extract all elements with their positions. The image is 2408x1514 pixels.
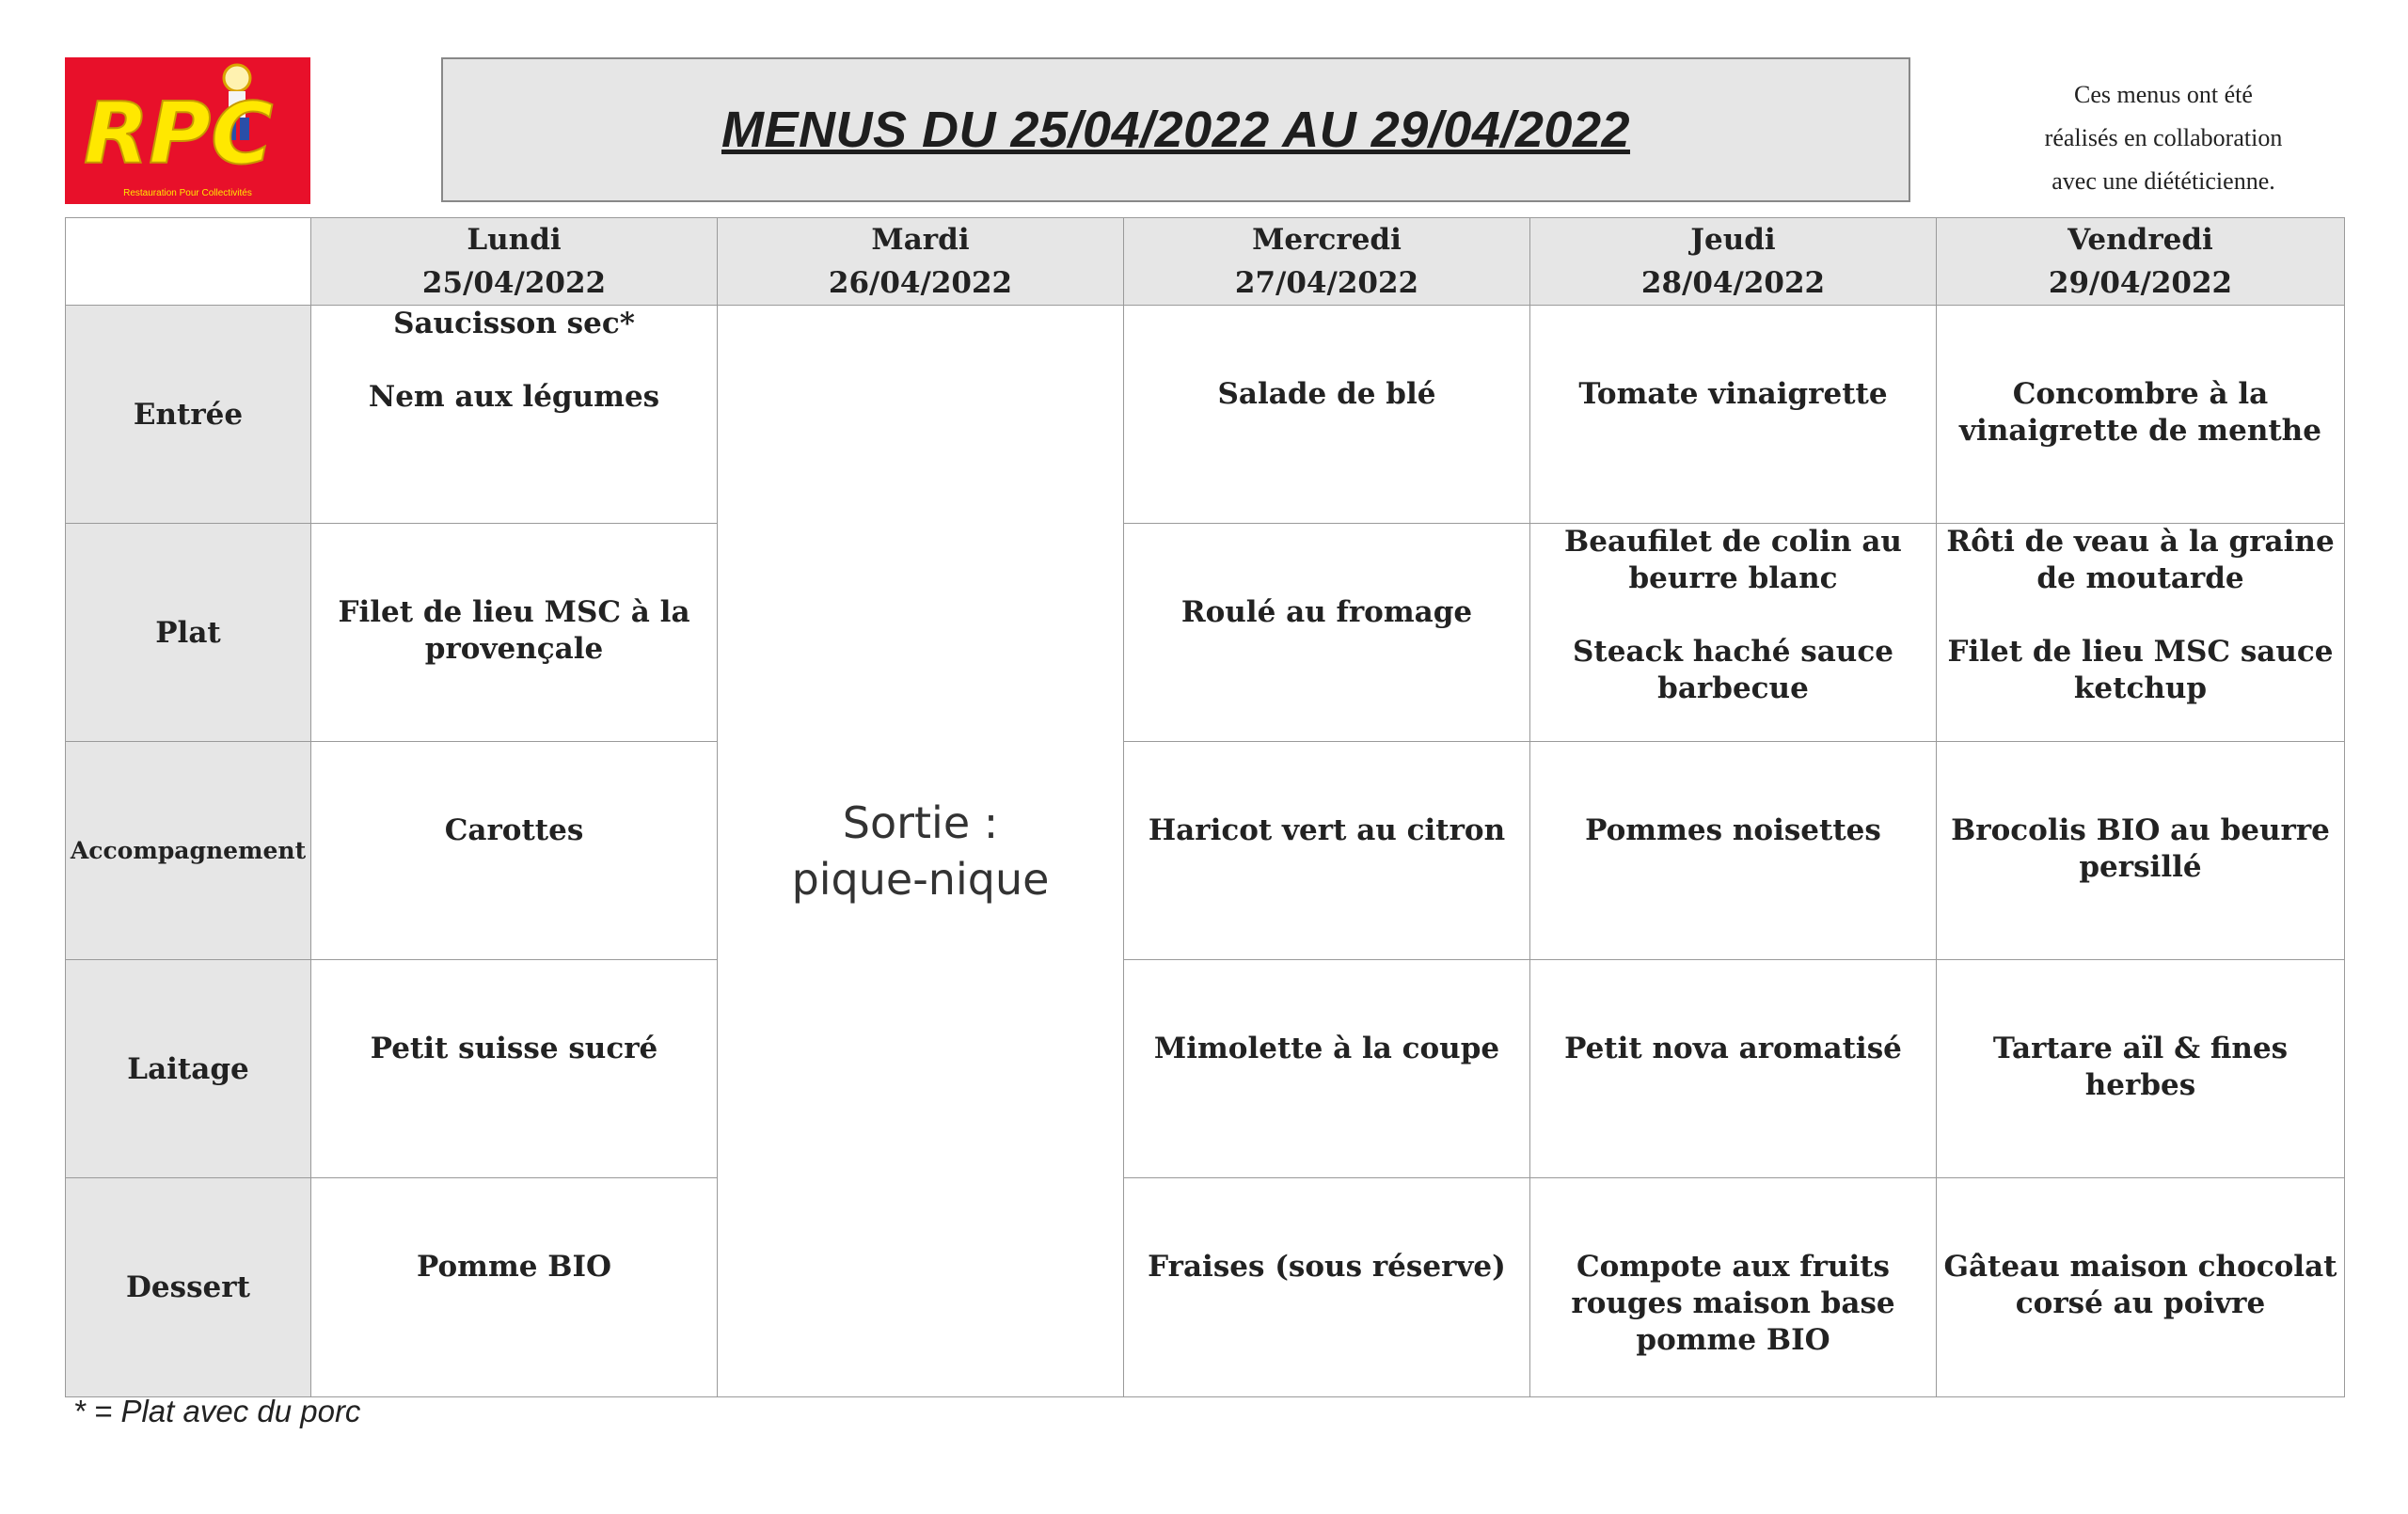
cell-accompagnement-jeudi — [1530, 742, 1937, 960]
cell-mardi-sortie — [718, 306, 1124, 1397]
dish: Salade de blé — [1217, 377, 1436, 411]
cell-dessert-mercredi — [1124, 1178, 1530, 1397]
dish: Gâteau maison chocolat corsé au poivre — [1943, 1250, 2337, 1320]
sortie-line: Sortie : — [842, 797, 999, 848]
day-header-mercredi — [1124, 218, 1530, 306]
menu-row-accompagnement — [66, 742, 2345, 960]
cell-plat-lundi — [311, 524, 718, 742]
dish: Saucisson sec* — [393, 307, 635, 340]
dish: Mimolette à la coupe — [1153, 1032, 1500, 1065]
corner-cell — [66, 218, 311, 306]
day-header-vendredi — [1937, 218, 2345, 306]
day-name: Jeudi — [1690, 223, 1776, 257]
cell-plat-jeudi — [1530, 524, 1937, 742]
day-date: 27/04/2022 — [1234, 266, 1419, 300]
dish: Beaufilet de colin au beurre blanc — [1564, 525, 1902, 595]
dish: Carottes — [444, 813, 584, 847]
cell-entree-mercredi — [1124, 306, 1530, 524]
dish: Tomate vinaigrette — [1578, 377, 1888, 411]
menu-row-entree — [66, 306, 2345, 524]
cell-laitage-jeudi — [1530, 960, 1937, 1178]
day-header-jeudi — [1530, 218, 1937, 306]
rpc-logo-art — [65, 57, 310, 204]
cell-entree-jeudi — [1530, 306, 1937, 524]
cell-accompagnement-mercredi — [1124, 742, 1530, 960]
title-banner — [441, 57, 1910, 202]
cell-entree-vendredi — [1937, 306, 2345, 524]
dish: Compote aux fruits rouges maison base pomme BIO — [1571, 1250, 1895, 1357]
cell-plat-mercredi — [1124, 524, 1530, 742]
cell-plat-vendredi — [1937, 524, 2345, 742]
dish: Roulé au fromage — [1180, 595, 1473, 629]
note-line: Ces menus ont été — [2074, 81, 2253, 108]
dietitian-note — [1975, 73, 2352, 203]
day-date: 28/04/2022 — [1640, 266, 1826, 300]
day-name: Mercredi — [1252, 223, 1402, 257]
cell-laitage-lundi — [311, 960, 718, 1178]
logo-letters: RPC — [84, 85, 274, 183]
pique-nique-line: pique-nique — [791, 854, 1050, 905]
menu-row-laitage — [66, 960, 2345, 1178]
header-row — [66, 218, 2345, 306]
row-label-entree: Entrée — [66, 306, 311, 524]
dish: Haricot vert au citron — [1148, 813, 1506, 847]
dish: Nem aux légumes — [368, 380, 660, 414]
dish: Filet de lieu MSC sauce ketchup — [1947, 635, 2334, 705]
cell-laitage-vendredi — [1937, 960, 2345, 1178]
dish: Petit suisse sucré — [370, 1032, 658, 1065]
row-label-accompagnement: Accompagnement — [66, 742, 311, 960]
cell-laitage-mercredi — [1124, 960, 1530, 1178]
dish: Pommes noisettes — [1585, 813, 1881, 847]
day-date: 29/04/2022 — [2048, 266, 2233, 300]
note-line: avec une diététicienne. — [2052, 167, 2275, 195]
menu-row-dessert — [66, 1178, 2345, 1397]
cell-dessert-lundi — [311, 1178, 718, 1397]
day-date: 26/04/2022 — [828, 266, 1013, 300]
note-line: réalisés en collaboration — [2044, 124, 2283, 151]
cell-accompagnement-vendredi — [1937, 742, 2345, 960]
day-date: 25/04/2022 — [421, 266, 607, 300]
day-header-lundi — [311, 218, 718, 306]
dish: Filet de lieu MSC à la provençale — [338, 595, 690, 666]
dish: Rôti de veau à la graine de moutarde — [1946, 525, 2335, 595]
pork-footnote: * = Plat avec du porc — [73, 1394, 361, 1428]
dish: Fraises (sous réserve) — [1148, 1250, 1506, 1284]
menu-row-plat — [66, 524, 2345, 742]
cell-dessert-vendredi — [1937, 1178, 2345, 1397]
day-name: Lundi — [467, 223, 562, 257]
cell-accompagnement-lundi — [311, 742, 718, 960]
rpc-logo — [65, 57, 310, 204]
row-label-dessert: Dessert — [66, 1178, 311, 1397]
dish: Steack haché sauce barbecue — [1573, 635, 1893, 705]
dish: Concombre à la vinaigrette de menthe — [1959, 377, 2321, 448]
day-name: Mardi — [871, 223, 970, 257]
day-header-mardi — [718, 218, 1124, 306]
cell-entree-lundi — [311, 306, 718, 524]
cell-dessert-jeudi — [1530, 1178, 1937, 1397]
dish: Pomme BIO — [417, 1250, 611, 1284]
logo-tagline: Restauration Pour Collectivités — [123, 188, 252, 198]
dish: Tartare aïl & fines herbes — [1992, 1032, 2289, 1102]
day-name: Vendredi — [2067, 223, 2213, 257]
row-label-plat: Plat — [66, 524, 311, 742]
menu-table — [65, 217, 2345, 1397]
dish: Petit nova aromatisé — [1564, 1032, 1902, 1065]
row-label-laitage: Laitage — [66, 960, 311, 1178]
dish: Brocolis BIO au beurre persillé — [1951, 813, 2330, 884]
page-title: MENUS DU 25/04/2022 AU 29/04/2022 — [721, 102, 1631, 158]
